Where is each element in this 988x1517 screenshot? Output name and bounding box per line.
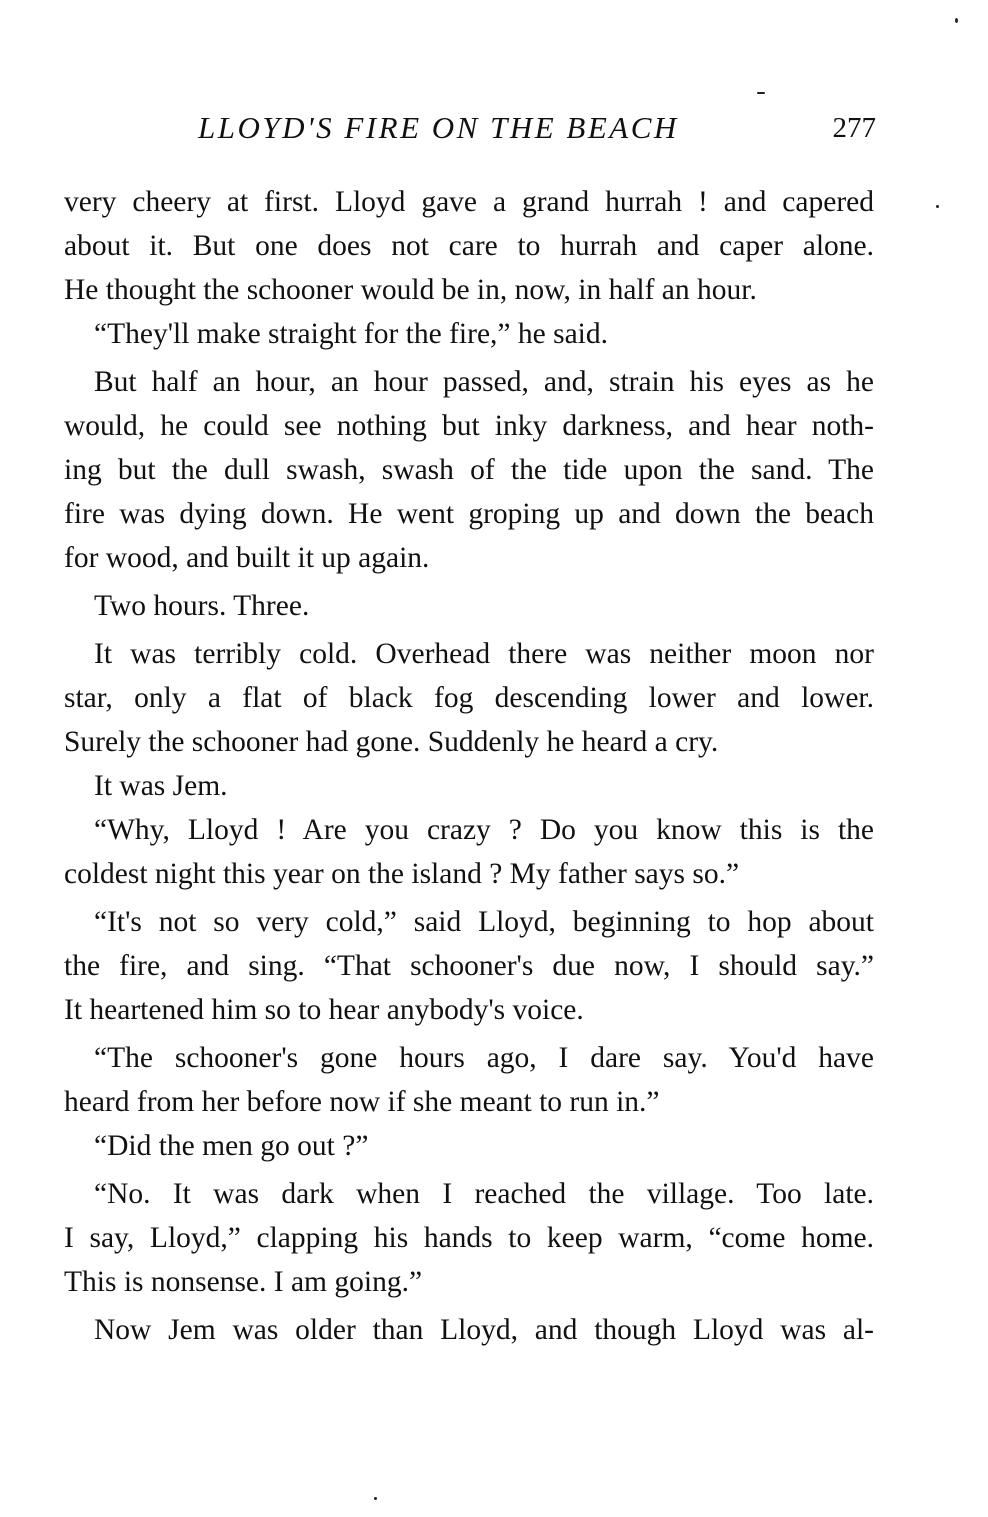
text-line: It was Jem. bbox=[94, 770, 228, 802]
text-line: It was terribly cold. Overhead there was neither moon nor bbox=[94, 638, 874, 670]
scan-speck bbox=[757, 92, 765, 94]
scan-speck bbox=[936, 205, 939, 208]
page-header bbox=[64, 110, 876, 154]
text-line: the fire, and sing. “That schooner's due now, I should say.” bbox=[64, 950, 874, 982]
text-line: for wood, and built it up again. bbox=[64, 542, 430, 574]
text-line: “No. It was dark when I reached the village. Too late. bbox=[94, 1178, 874, 1210]
running-head: LLOYD'S FIRE ON THE BEACH bbox=[198, 110, 679, 145]
text-line: It heartened him so to hear anybody's voice. bbox=[64, 994, 584, 1026]
text-line: This is nonsense. I am going.” bbox=[64, 1266, 423, 1298]
text-line: Surely the schooner had gone. Suddenly he heard a cry. bbox=[64, 726, 719, 758]
text-line: He thought the schooner would be in, now, in half an hour. bbox=[64, 274, 757, 306]
text-line: about it. But one does not care to hurrah and caper alone. bbox=[64, 230, 874, 262]
text-line: “It's not so very cold,” said Lloyd, beginning to hop about bbox=[94, 906, 874, 938]
text-line: fire was dying down. He went groping up and down the beach bbox=[64, 498, 874, 530]
text-line: ing but the dull swash, swash of the tide upon the sand. The bbox=[64, 454, 874, 486]
text-line: heard from her before now if she meant to run in.” bbox=[64, 1086, 660, 1118]
text-line: “Why, Lloyd ! Are you crazy ? Do you know this is the bbox=[94, 814, 874, 846]
body-text bbox=[64, 180, 874, 1352]
text-line: I say, Lloyd,” clapping his hands to keep warm, “come home. bbox=[64, 1222, 874, 1254]
text-line: Now Jem was older than Lloyd, and though Lloyd was al- bbox=[94, 1314, 874, 1346]
text-line: coldest night this year on the island ? My father says so.” bbox=[64, 858, 740, 890]
text-line: Two hours. Three. bbox=[94, 590, 310, 622]
text-line: “Did the men go out ?” bbox=[94, 1130, 369, 1162]
scan-speck bbox=[374, 1497, 377, 1500]
text-line: very cheery at first. Lloyd gave a grand hurrah ! and capered bbox=[64, 186, 874, 218]
text-line: “The schooner's gone hours ago, I dare say. You'd have bbox=[94, 1042, 874, 1074]
text-line: would, he could see nothing but inky darkness, and hear noth- bbox=[64, 410, 874, 442]
text-line: star, only a flat of black fog descending lower and lower. bbox=[64, 682, 874, 714]
text-line: But half an hour, an hour passed, and, strain his eyes as he bbox=[94, 366, 874, 398]
scan-speck bbox=[955, 18, 958, 23]
text-line: “They'll make straight for the fire,” he said. bbox=[94, 318, 608, 350]
page-number: 277 bbox=[832, 112, 876, 144]
